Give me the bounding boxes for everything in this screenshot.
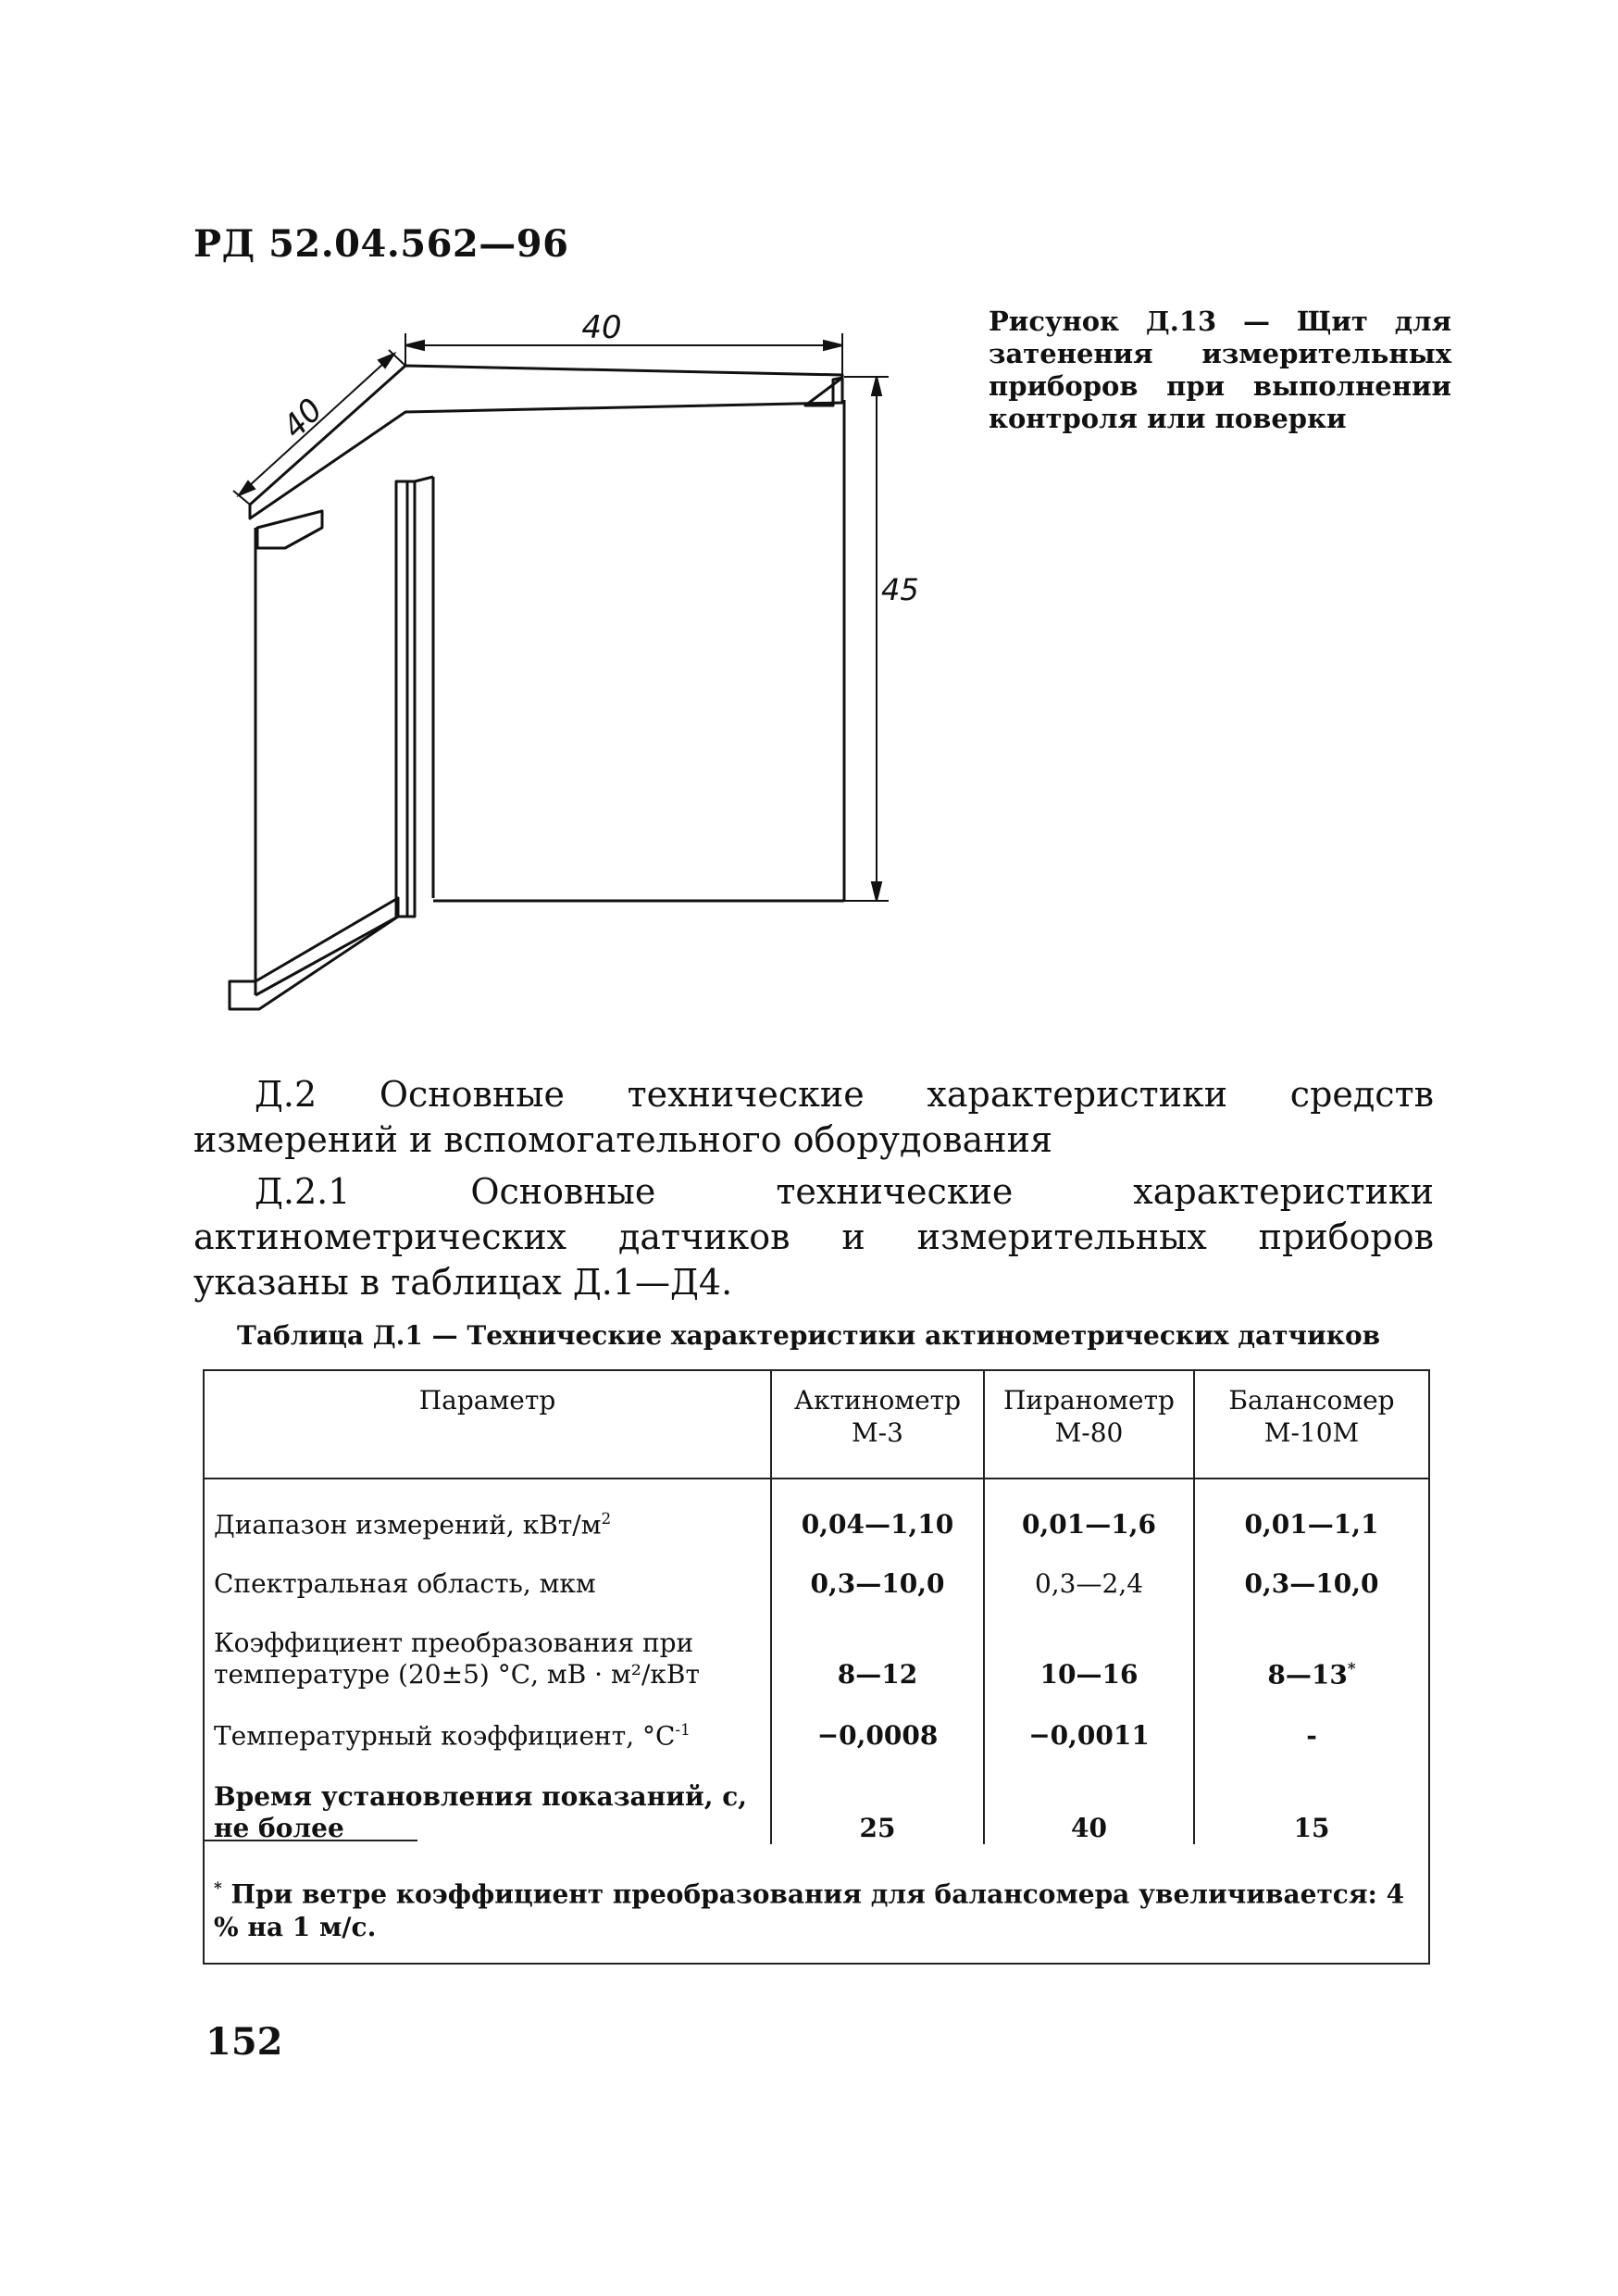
dim-depth-label: 40 bbox=[275, 391, 330, 446]
table-title: Таблица Д.1 — Технические характеристики актинометрических датчиков bbox=[237, 1320, 1381, 1351]
table-row bbox=[205, 1541, 1428, 1600]
footnote-divider bbox=[205, 1840, 417, 1841]
header-cell: Актинометр М-3 bbox=[771, 1371, 984, 1479]
document-code: РД 52.04.562—96 bbox=[193, 222, 569, 266]
value-cell: 40 bbox=[984, 1752, 1194, 1844]
value-cell: −0,0008 bbox=[771, 1691, 984, 1752]
specs-table-frame bbox=[203, 1369, 1430, 1965]
value-cell: 0,3—10,0 bbox=[1194, 1541, 1428, 1600]
shade-screen-drawing bbox=[213, 306, 953, 1046]
header-cell: Пиранометр М-80 bbox=[984, 1371, 1194, 1479]
value-cell: - bbox=[1194, 1691, 1428, 1752]
value-cell: 8—12 bbox=[771, 1600, 984, 1691]
left-bracket bbox=[257, 511, 322, 548]
table-footnote bbox=[214, 1871, 1417, 1944]
param-cell: Время установления показаний, с, не более bbox=[214, 1781, 748, 1843]
param-cell: Диапазон измерений, кВт/$м^2$ bbox=[214, 1508, 612, 1540]
value-cell: 0,3—10,0 bbox=[771, 1541, 984, 1600]
value-cell: 0,01—1,6 bbox=[984, 1479, 1194, 1541]
value-cell: −0,0011 bbox=[984, 1691, 1194, 1752]
table-row bbox=[205, 1752, 1428, 1844]
param-cell: Спектральная область, мкм bbox=[214, 1568, 596, 1599]
value-cell: 15 bbox=[1194, 1752, 1428, 1844]
section-d2-paragraph bbox=[193, 1072, 1434, 1163]
param-cell: Коэффициент преобразования при температуре (20±5) °С, мВ · м²/кВт bbox=[214, 1628, 700, 1690]
value-cell: 0,04—1,10 bbox=[771, 1479, 984, 1541]
table-row bbox=[205, 1600, 1428, 1691]
param-cell: Температурный коэффициент, $^\circ С^{-1}$ bbox=[214, 1719, 691, 1751]
section-d21-text: Д.2.1 Основные технические характеристики актинометрических датчиков и измерительных приборов указаны в таблицах Д.1—Д4. bbox=[193, 1171, 1434, 1303]
section-d2-text: Д.2 Основные технические характеристики средств измерений и вспомогательного оборудования bbox=[193, 1074, 1434, 1160]
value-cell: 25 bbox=[771, 1752, 984, 1844]
header-cell: Параметр bbox=[205, 1371, 771, 1479]
value-cell: 0,01—1,1 bbox=[1194, 1479, 1428, 1541]
table-row bbox=[205, 1691, 1428, 1752]
page-number: 152 bbox=[205, 2020, 283, 2064]
right-bracket bbox=[805, 378, 842, 406]
figure-caption: Рисунок Д.13 — Щит для затенения измерительных приборов при выполнении контроля или поверки bbox=[989, 306, 1451, 434]
top-panel bbox=[250, 366, 842, 518]
dim-height-label: 45 bbox=[881, 572, 919, 607]
table-row bbox=[205, 1479, 1428, 1541]
specs-table bbox=[205, 1371, 1428, 1844]
header-cell: Балансомер М-10М bbox=[1194, 1371, 1428, 1479]
section-d21-paragraph bbox=[193, 1169, 1434, 1305]
value-cell: 8—13* bbox=[1194, 1600, 1428, 1691]
value-cell: 0,3—2,4 bbox=[984, 1541, 1194, 1600]
value-cell: 10—16 bbox=[984, 1600, 1194, 1691]
table-header-row bbox=[205, 1371, 1428, 1479]
footnote-mark: * bbox=[214, 1878, 222, 1897]
center-post bbox=[396, 481, 415, 917]
footnote-text: При ветре коэффициент преобразования для балансомера увеличивается: 4 % на 1 м/с. bbox=[214, 1878, 1405, 1943]
dim-width-label: 40 bbox=[581, 309, 622, 346]
